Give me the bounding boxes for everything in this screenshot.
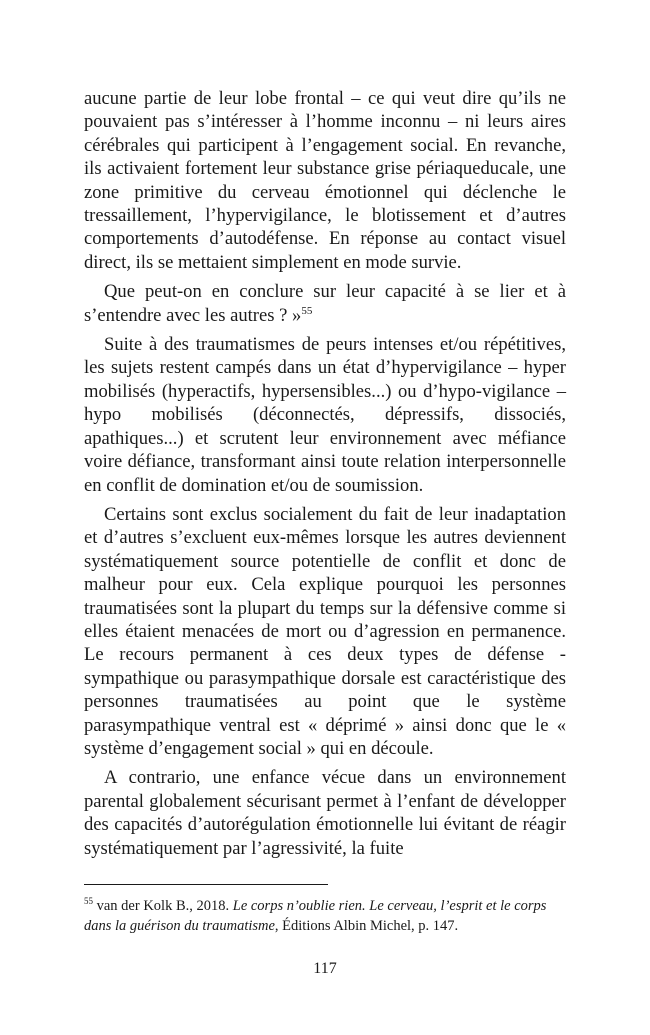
footnote-number: 55 [84, 896, 93, 907]
paragraph-4: Certains sont exclus socialement du fait de leur inadaptation et d’autres s’excluent eux-mêmes lorsque les autres deviennent systématiquement source potentielle de conflit et donc de malheur pour eux. Cela explique pourquoi les personnes traumatisées sont la plupart du temps sur la défensive comme si elles étaient menacées de mort ou d’agression en permanence. Le recours permanent à ces deux types de défense - sympathique ou parasympathique dorsale est caractéristique des personnes traumatisées au point que le système parasympathique ventral est « déprimé » ainsi donc que le « système d’engagement social » qui en découle. [84, 503, 566, 759]
footnote-title: Le corps n’oublie rien. Le cerveau, l’esprit et le corps dans la guérison du traumatisme [84, 898, 547, 934]
footnote [84, 896, 566, 936]
paragraph-5: A contrario, une enfance vécue dans un environnement parental globalement sécurisant permet à l’enfant de développer des capacités d’autorégulation émotionnelle lui évitant de réagir systématiquement par l’agressivité, la fuite [84, 767, 566, 859]
page-number: 117 [313, 960, 337, 977]
footnote-divider [84, 884, 328, 885]
footnote-author: van der Kolk B., 2018. [96, 898, 230, 914]
footnote-reference[interactable]: 55 [301, 304, 313, 317]
footnote-publisher: , Éditions Albin Michel, p. 147. [274, 918, 459, 934]
paragraph-2-text: Que peut-on en conclure sur leur capacité à se lier et à s’entendre avec les autres ? » [84, 281, 566, 326]
paragraph-1: aucune partie de leur lobe frontal – ce qui veut dire qu’ils ne pouvaient pas s’intéresser à l’homme inconnu – ni leurs aires cérébrales qui participent à l’engagement social. En revanche, ils activaient fortement leur substance grise périaqueducale, une zone primitive du cerveau émotionnel qui déclenche le tressaillement, l’hypervigilance, le blotissement et d’autres comportements d’autodéfense. En réponse au contact visuel direct, ils se mettaient simplement en mode survie. [84, 88, 566, 273]
paragraph-2 [84, 280, 566, 327]
body-text [84, 87, 566, 860]
paragraph-3: Suite à des traumatismes de peurs intenses et/ou répétitives, les sujets restent campés dans un état d’hypervigilance – hyper mobilisés (hyperactifs, hypersensibles...) ou d’hypo-vigilance – hypo mobilisés (déconnectés, dépressifs, dissociés, apathiques...) et scrutent leur environnement avec méfiance voire défiance, transformant ainsi toute relation interpersonnelle en conflit de domination et/ou de soumission. [84, 334, 566, 496]
